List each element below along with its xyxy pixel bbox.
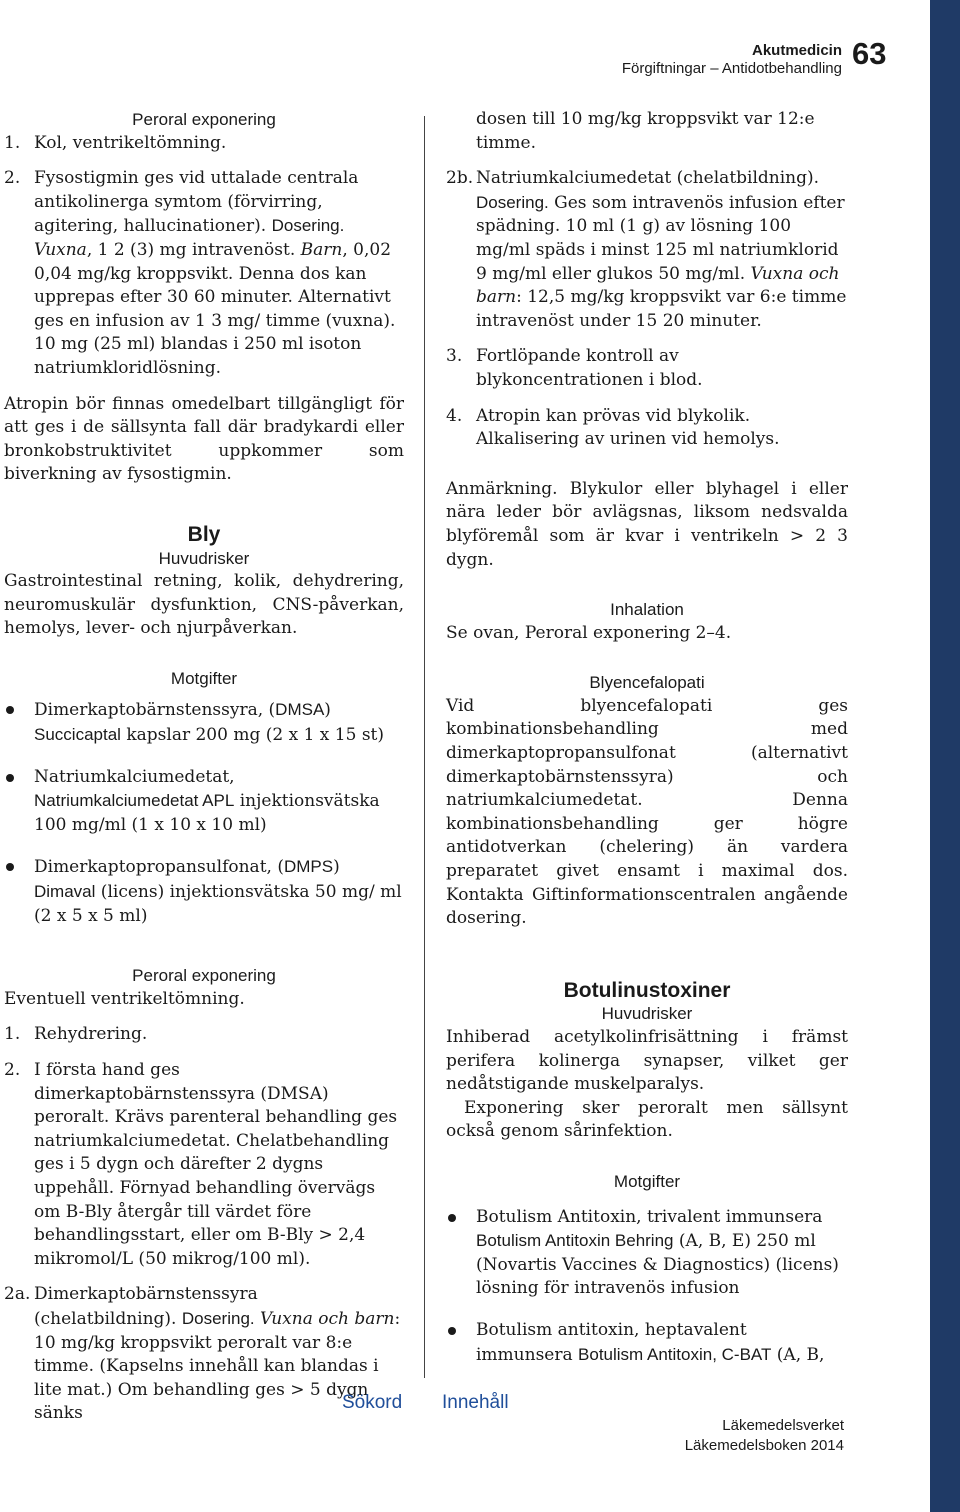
dosage-text: , 1 2 (3) mg intravenöst. (86, 239, 296, 260)
dosage-text: Ges som intravenös infusion efter spädning. 10 ml (1 g) av lösning 100 mg/ml späds i minst 125 ml natriumklorid 9 mg/ml eller glukos 50 mg/ml. (476, 192, 845, 284)
product-name: Dimaval (34, 882, 96, 902)
list-item-continued (446, 108, 848, 155)
subheading-peroral: Peroral exponering (132, 110, 276, 129)
column-divider (424, 116, 425, 1378)
bullet-text: Dimerkaptobärnstenssyra, ( (34, 700, 276, 721)
bullet-text: ) (333, 857, 340, 878)
bullet-icon (6, 863, 14, 871)
subheading-huvudrisker: Huvudrisker (601, 1004, 693, 1024)
subheading-motgifter: Motgifter (613, 1171, 681, 1191)
bullet-icon (6, 706, 14, 714)
subheading-blyencefalopati: Blyencefalopati (589, 673, 705, 693)
subsection-title: Förgiftningar – Antidotbehandling (621, 60, 842, 77)
item-number: 2. (4, 168, 21, 189)
item-number: 2. (4, 1060, 21, 1080)
botulinus-risk-text: Inhiberad acetylkolinfrisättning i främst perifera kolinerga synapser, vilket ger nedåtstigande muskelparalys. (446, 1027, 848, 1095)
bullet-text: ) (324, 700, 331, 721)
item-text: I första hand ges dimerkaptobärnstenssyra (DMSA) peroralt. Krävs parenteral behandling ges natriumkalciumedetat. Chelatbehandling ges i 5 dygn och därefter 2 dygns uppehåll. Förnyad behandling övervägs om B-Bly återgår till värdet före behandlingsstart, eller om B-Bly > 2,4 mikromol/L (50 mikrog/100 ml). (34, 1060, 398, 1269)
item-text: dosen till 10 mg/kg kroppsvikt var 12:e timme. (476, 109, 815, 153)
item-text: Rehydrering. (34, 1024, 148, 1045)
section-title: Akutmedicin (751, 42, 842, 59)
bullet-item (4, 855, 404, 928)
drug-abbrev: DMPS (283, 857, 334, 877)
product-name: Botulism Antitoxin, C-BAT (578, 1344, 772, 1364)
huvudrisker-text: Gastrointestinal retning, kolik, dehydrering, neuromuskulär dysfunktion, CNS-påverkan, hemolys, lever- och njurpåverkan. (4, 571, 404, 639)
bullet-text: kapslar 200 mg (2 x 1 x 15 st) (120, 725, 385, 746)
left-column (4, 108, 404, 1426)
item-text: Kol, ventrikeltömning. (34, 132, 227, 153)
innehall-link[interactable]: Innehåll (442, 1392, 509, 1413)
right-column (446, 108, 848, 1367)
dosage-group: Vuxna och barn (260, 1308, 395, 1329)
bullet-text: (A, B, E) 250 ml (Novartis Vaccines & Diagnostics) (licens) lösning för intravenös infusion (476, 1231, 839, 1299)
inhalation-text: Se ovan, Peroral exponering 2–4. (446, 622, 732, 643)
footer-credits (685, 1416, 844, 1456)
item-text: Fortlöpande kontroll av blykoncentrationen i blod. (476, 346, 703, 390)
book-title: Läkemedelsboken 2014 (684, 1437, 844, 1454)
section-heading-botulinustoxiner: Botulinustoxiner (563, 978, 731, 1002)
list-item (446, 167, 848, 333)
item-number: 2b. (446, 168, 474, 189)
list-item (4, 1059, 404, 1271)
page-edge-bar (930, 0, 960, 1512)
list-item (4, 167, 404, 380)
dosage-text: : 10 mg/kg kroppsvikt peroralt var 8:e timme. (Kapselns innehåll kan blandas i lite mat.) Om behandling ges > 5 dygn sänks (34, 1308, 401, 1424)
section-heading-bly: Bly (187, 522, 221, 546)
bullet-text: Dimerkaptopropansulfonat, ( (34, 857, 284, 878)
item-text: Dimerkaptobärnstenssyra (chelatbildning). (34, 1284, 258, 1329)
page-number: 63 (852, 36, 887, 71)
subheading-inhalation: Inhalation (610, 600, 684, 620)
list-item (446, 405, 848, 452)
bullet-item (446, 1206, 848, 1301)
bullet-text: injektionsvätska 100 mg/ml (1 x 10 x 10 ml) (34, 791, 380, 835)
subheading-huvudrisker: Huvudrisker (158, 548, 250, 568)
item-number: 3. (446, 346, 463, 367)
list-item (4, 132, 404, 156)
subheading-peroral: Peroral exponering (132, 966, 276, 986)
dosage-label: Dosering. (271, 216, 345, 236)
botulinus-exposure-text: Exponering sker peroralt men sällsynt också genom sårinfektion. (446, 1097, 848, 1142)
product-name: Botulism Antitoxin Behring (476, 1231, 674, 1251)
atropin-note: Atropin bör finnas omedelbart tillgängligt för att ges i de sällsynta fall där bradykardi eller bronkobstruktivitet uppkommer som biverkning av fysostigmin. (4, 393, 404, 485)
item-number: 2a. (4, 1284, 31, 1305)
running-header (622, 42, 842, 78)
dosage-group: Vuxna och barn (476, 263, 840, 308)
list-item (446, 345, 848, 392)
blyencefalopati-text: Vid blyencefalopati ges kombinationsbehandling med dimerkaptopropansulfonat (alternativt dimerkaptobärnstenssyra) och natriumkalciumedetat. Denna kombinationsbehandling ger högre antidotverkan (chelering) än vardera preparatet givet ensamt i maximal dos. Kontakta Giftinformationscentralen angående dosering. (446, 695, 848, 929)
item-number: 4. (446, 405, 463, 426)
item-text: Atropin kan prövas vid blykolik. Alkalisering av urinen vid hemolys. (476, 405, 780, 450)
bullet-item (446, 1319, 848, 1367)
bullet-text: Natriumkalciumedetat, (34, 766, 235, 787)
product-name: Succicaptal (34, 725, 121, 745)
bullet-item (4, 766, 404, 838)
item-text: Fysostigmin ges vid uttalade centrala antikolinerga symtom (förvirring, agitering, hallucinationer). (34, 168, 359, 237)
dosage-group: Vuxna (34, 239, 87, 260)
item-number: 1. (4, 1024, 21, 1045)
dosage-label: Dosering. (476, 192, 549, 212)
dosage-group: Barn (300, 239, 343, 260)
bullet-icon (448, 1214, 456, 1222)
publisher: Läkemedelsverket (722, 1417, 844, 1434)
list-item (4, 1023, 404, 1047)
item-number: 1. (4, 132, 21, 153)
dosage-text: , 0,02 0,04 mg/kg kroppsvikt. Denna dos kan upprepas efter 30 60 minuter. Alternativt ges en infusion av 1 3 mg/ timme (vuxna). 10 mg (25 ml) blandas i 250 ml isoton natriumkloridlösning. (34, 239, 396, 378)
bullet-text: Botulism Antitoxin, trivalent immunsera (476, 1206, 823, 1227)
anmarkning-text: Anmärkning. Blykulor eller blyhagel i eller nära leder bör avlägsnas, liksom nedsvalda blyföremål som är kvar i ventrikeln > 2 3 dygn. (446, 478, 848, 570)
item-text: Natriumkalciumedetat (chelatbildning). (476, 168, 820, 189)
bullet-icon (6, 774, 14, 782)
bullet-text: (licens) injektionsvätska 50 mg/ ml (2 x 5 x 5 ml) (34, 882, 402, 926)
product-name: Natriumkalciumedetat APL (34, 791, 235, 811)
dosage-label: Dosering. (181, 1308, 255, 1328)
bullet-item (4, 698, 404, 747)
eventuell-text: Eventuell ventrikeltömning. (4, 988, 245, 1009)
bullet-icon (448, 1327, 456, 1335)
drug-abbrev: DMSA (275, 700, 325, 720)
sokord-link[interactable]: Sökord (342, 1392, 403, 1413)
subheading-motgifter: Motgifter (170, 668, 238, 688)
bullet-text: Botulism antitoxin, heptavalent immunsera (476, 1319, 747, 1365)
bullet-text: (A, B, (771, 1344, 825, 1365)
dosage-text: : 12,5 mg/kg kroppsvikt var 6:e timme intravenöst under 15 20 minuter. (476, 287, 847, 331)
